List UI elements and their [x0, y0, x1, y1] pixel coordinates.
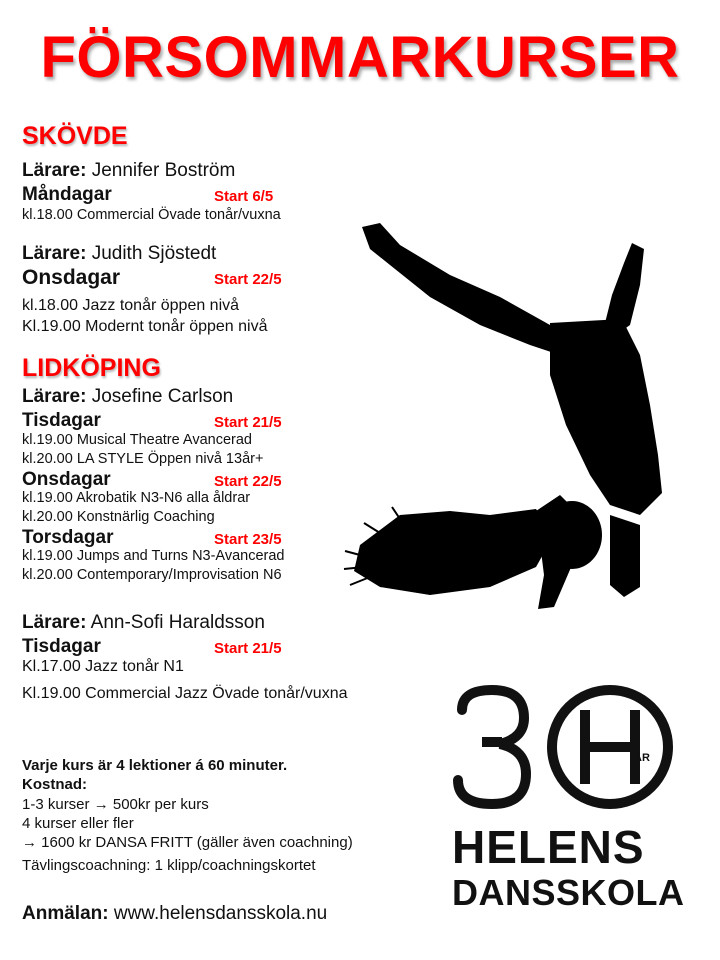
class-line: kl.19.00 Musical Theatre Avancerad — [22, 432, 252, 448]
start-date: Start 22/5 — [214, 271, 282, 288]
logo-dansskola: DANSSKOLA — [452, 872, 685, 913]
class-line: kl.19.00 Jumps and Turns N3-Avancerad — [22, 548, 285, 564]
start-date: Start 6/5 — [214, 188, 274, 205]
cost-line: 1-3 kurser → 500kr per kurs — [22, 796, 209, 813]
city-heading-skovde: SKÖVDE — [22, 122, 128, 150]
teacher-label: Lärare: — [22, 160, 87, 181]
start-date: Start 22/5 — [214, 473, 282, 490]
signup-line — [22, 903, 327, 925]
class-line: Kl.19.00 Commercial Jazz Övade tonår/vuxna — [22, 685, 348, 702]
teacher-name: Judith Sjöstedt — [86, 243, 217, 264]
class-line: kl.18.00 Jazz tonår öppen nivå — [22, 297, 240, 314]
signup-url[interactable]: www.helensdansskola.nu — [108, 903, 328, 924]
class-line: kl.20.00 Contemporary/Improvisation N6 — [22, 567, 282, 583]
weekday-label: Måndagar — [22, 184, 112, 205]
class-line: Kl.19.00 Modernt tonår öppen nivå — [22, 318, 268, 335]
weekday-label: Tisdagar — [22, 636, 101, 657]
teacher-label: Lärare: — [22, 243, 87, 264]
class-line: kl.20.00 LA STYLE Öppen nivå 13år+ — [22, 451, 264, 467]
cost-line: → 1600 kr DANSA FRITT (gäller även coachning) — [22, 834, 353, 851]
start-date: Start 23/5 — [214, 531, 282, 548]
cost-label: Kostnad: — [22, 776, 87, 793]
weekday-label: Onsdagar — [22, 469, 111, 490]
class-line: Kl.17.00 Jazz tonår N1 — [22, 658, 184, 675]
teacher-label: Lärare: — [22, 612, 87, 633]
teacher-line — [22, 160, 235, 182]
competition-info: Tävlingscoachning: 1 klipp/coachningskortet — [22, 857, 316, 874]
logo-helens: HELENS — [452, 821, 645, 873]
dancer-silhouette-icon — [340, 215, 680, 615]
class-line: kl.19.00 Akrobatik N3-N6 alla åldrar — [22, 490, 251, 506]
teacher-name: Jennifer Boström — [86, 160, 236, 181]
city-heading-lidkoping: LIDKÖPING — [22, 354, 161, 382]
logo-30-mark — [440, 680, 700, 810]
teacher-line — [22, 612, 265, 634]
lessons-info: Varje kurs är 4 lektioner á 60 minuter. — [22, 757, 288, 774]
school-logo — [440, 680, 700, 940]
start-date: Start 21/5 — [214, 640, 282, 657]
page-title: FÖRSOMMARKURSER — [40, 25, 680, 90]
start-date: Start 21/5 — [214, 414, 282, 431]
weekday-label: Onsdagar — [22, 266, 121, 289]
weekday-label: Torsdagar — [22, 527, 114, 548]
teacher-label: Lärare: — [22, 386, 87, 407]
signup-label: Anmälan: — [22, 903, 109, 924]
class-line: kl.18.00 Commercial Övade tonår/vuxna — [22, 207, 281, 223]
teacher-name: Josefine Carlson — [86, 386, 234, 407]
teacher-name: Ann-Sofi Haraldsson — [86, 612, 265, 633]
logo-ar: ÅR — [634, 752, 650, 764]
class-line: kl.20.00 Konstnärlig Coaching — [22, 509, 215, 525]
weekday-label: Tisdagar — [22, 410, 101, 431]
cost-line: 4 kurser eller fler — [22, 815, 134, 832]
teacher-line — [22, 386, 233, 408]
teacher-line — [22, 243, 216, 265]
